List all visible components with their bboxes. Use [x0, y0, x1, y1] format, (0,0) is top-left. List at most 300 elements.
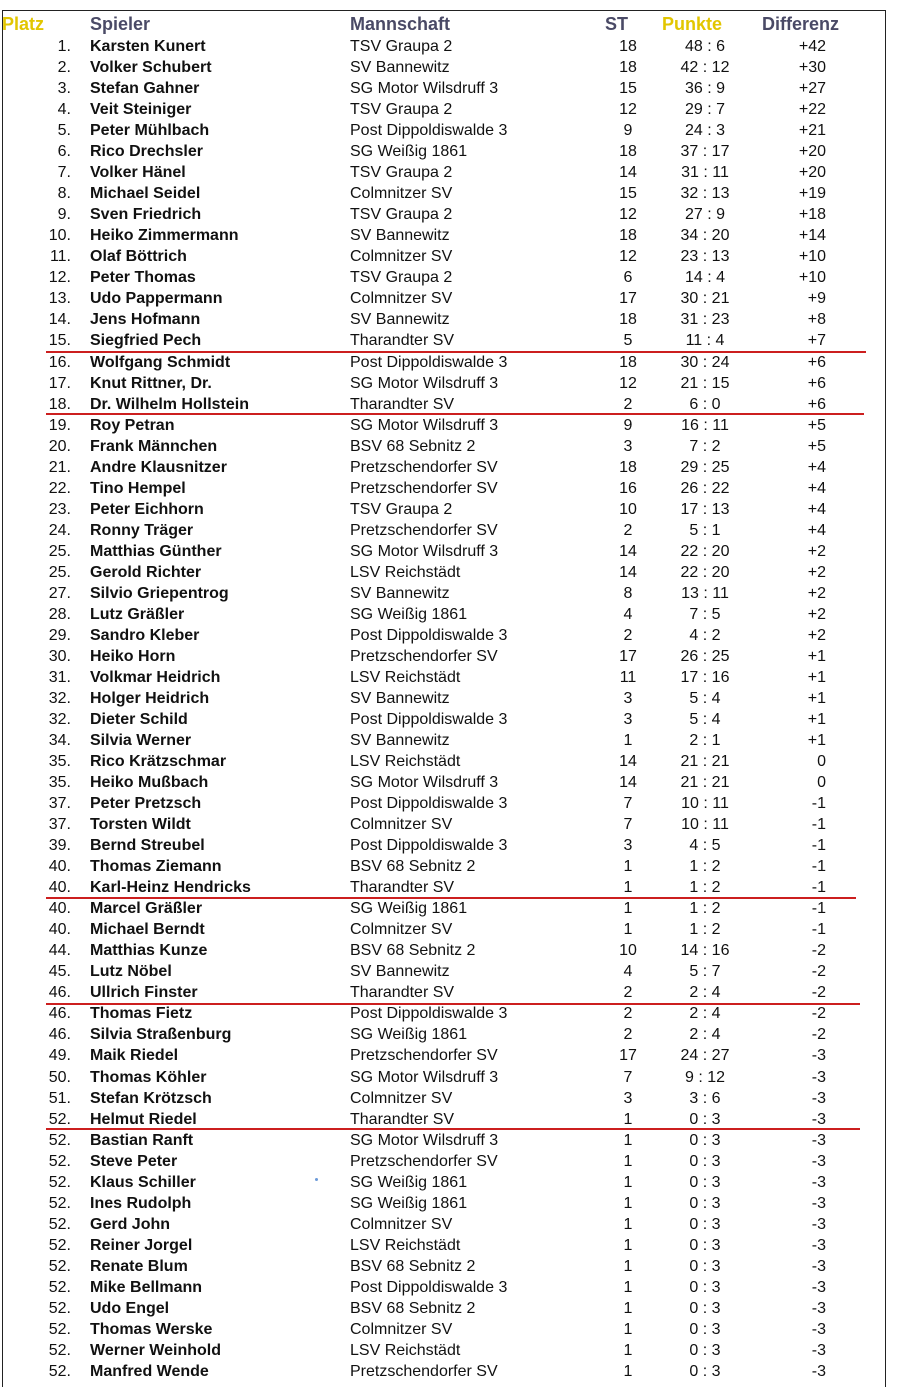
- point-difference: +14: [798, 227, 826, 245]
- point-difference: 0: [817, 753, 826, 770]
- games-played: 6: [623, 269, 633, 287]
- point-difference: -1: [811, 879, 826, 897]
- point-difference: +8: [807, 311, 826, 329]
- rank-cell: 25.: [48, 542, 71, 560]
- table-row: [0, 78, 900, 99]
- points-score: 2 : 4: [689, 1026, 721, 1044]
- table-row: [0, 436, 900, 457]
- player-name: Veit Steiniger: [90, 101, 192, 119]
- point-difference: -3: [811, 1278, 826, 1296]
- point-difference: +4: [807, 500, 826, 518]
- team-name: Pretzschendorfer SV: [350, 1152, 498, 1170]
- player-name: Peter Thomas: [90, 269, 196, 287]
- points-score: 27 : 9: [684, 206, 726, 224]
- team-name: Colmnitzer SV: [350, 185, 453, 203]
- player-name: Thomas Werske: [90, 1320, 213, 1338]
- team-name: SG Motor Wilsdruff 3: [350, 416, 499, 434]
- table-row: [0, 856, 900, 877]
- player-name: Peter Pretzsch: [90, 795, 202, 813]
- point-difference: -2: [811, 1026, 826, 1044]
- rank-cell: 52.: [48, 1110, 71, 1128]
- team-name: Pretzschendorfer SV: [350, 1047, 498, 1065]
- games-played: 5: [623, 332, 633, 350]
- table-row: [0, 793, 900, 814]
- point-difference: +20: [798, 143, 826, 161]
- separator-line: [46, 1003, 860, 1005]
- player-name: Stefan Krötzsch: [90, 1089, 212, 1107]
- games-played: 15: [619, 80, 637, 98]
- team-name: Colmnitzer SV: [350, 816, 453, 834]
- point-difference: +6: [807, 374, 826, 392]
- points-score: 11 : 4: [685, 332, 725, 350]
- games-played: 1: [623, 732, 633, 749]
- team-name: Colmnitzer SV: [350, 1089, 453, 1107]
- point-difference: -3: [811, 1341, 826, 1359]
- player-name: Rico Krätzschmar: [90, 753, 227, 770]
- rank-cell: 52.: [48, 1215, 71, 1233]
- rank-cell: 52.: [48, 1194, 71, 1212]
- point-difference: 0: [817, 774, 826, 792]
- games-played: 1: [623, 900, 633, 918]
- games-played: 15: [619, 185, 637, 203]
- rank-cell: 52.: [48, 1152, 71, 1170]
- points-score: 14 : 16: [680, 942, 730, 960]
- header-rank: Platz: [2, 14, 45, 34]
- table-row: [0, 1298, 900, 1319]
- rank-cell: 11.: [49, 248, 71, 266]
- table-row: [0, 352, 900, 373]
- point-difference: -3: [811, 1089, 826, 1107]
- player-name: Udo Pappermann: [90, 290, 223, 308]
- rank-cell: 6.: [57, 143, 71, 161]
- games-played: 2: [623, 395, 633, 413]
- points-score: 32 : 13: [680, 185, 730, 203]
- player-name: Volker Hänel: [90, 164, 186, 182]
- player-name: Dr. Wilhelm Hollstein: [90, 395, 249, 413]
- player-name: Helmut Riedel: [90, 1110, 197, 1128]
- games-played: 14: [619, 774, 637, 792]
- rank-cell: 52.: [48, 1257, 71, 1275]
- points-score: 29 : 25: [680, 458, 730, 476]
- table-row: [0, 667, 900, 688]
- team-name: SG Motor Wilsdruff 3: [350, 80, 499, 98]
- team-name: BSV 68 Sebnitz 2: [350, 437, 476, 455]
- table-row: [0, 1045, 900, 1066]
- team-name: SV Bannewitz: [350, 963, 450, 981]
- rank-cell: 49.: [48, 1047, 71, 1065]
- table-row: [0, 646, 900, 667]
- point-difference: +4: [807, 521, 826, 539]
- table-row: [0, 604, 900, 625]
- table-row: [0, 1340, 900, 1361]
- team-name: TSV Graupa 2: [350, 164, 453, 182]
- table-row: [0, 835, 900, 856]
- points-score: 26 : 25: [680, 647, 730, 665]
- player-name: Silvia Straßenburg: [90, 1026, 232, 1044]
- points-score: 0 : 3: [689, 1257, 721, 1275]
- points-score: 21 : 15: [680, 374, 730, 392]
- point-difference: -1: [811, 816, 826, 834]
- team-name: Tharandter SV: [350, 879, 455, 897]
- table-row: [0, 562, 900, 583]
- player-name: Maik Riedel: [90, 1047, 179, 1065]
- rank-cell: 21.: [48, 458, 71, 476]
- player-name: Marcel Gräßler: [90, 900, 203, 918]
- team-name: Post Dippoldiswalde 3: [350, 626, 508, 644]
- table-row: [0, 394, 900, 415]
- team-name: SV Bannewitz: [350, 311, 450, 329]
- player-name: Bastian Ranft: [90, 1131, 194, 1149]
- rank-cell: 2.: [57, 59, 71, 76]
- player-name: Silvio Griepentrog: [90, 584, 229, 602]
- point-difference: +2: [807, 605, 826, 623]
- games-played: 3: [623, 689, 633, 707]
- games-played: 1: [623, 879, 633, 897]
- games-played: 14: [619, 542, 637, 560]
- rank-cell: 10.: [48, 227, 71, 245]
- team-name: LSV Reichstädt: [350, 563, 461, 581]
- games-played: 18: [619, 143, 637, 161]
- player-name: Olaf Böttrich: [90, 248, 187, 266]
- points-score: 24 : 3: [684, 122, 726, 140]
- player-name: Volkmar Heidrich: [90, 668, 221, 686]
- team-name: LSV Reichstädt: [350, 753, 461, 770]
- rank-cell: 19.: [48, 416, 71, 434]
- games-played: 1: [623, 1320, 633, 1338]
- table-row: [0, 1109, 900, 1130]
- rank-cell: 16.: [48, 353, 71, 371]
- points-score: 13 : 11: [681, 584, 729, 602]
- rank-cell: 40.: [48, 900, 71, 918]
- rank-cell: 1.: [57, 38, 71, 55]
- rank-cell: 25.: [48, 563, 71, 581]
- table-row: [0, 688, 900, 709]
- points-score: 2 : 1: [689, 732, 721, 749]
- points-score: 0 : 3: [689, 1131, 721, 1149]
- team-name: Colmnitzer SV: [350, 921, 453, 939]
- points-score: 21 : 21: [680, 774, 730, 792]
- points-score: 36 : 9: [684, 80, 726, 98]
- points-score: 1 : 2: [689, 879, 721, 897]
- team-name: LSV Reichstädt: [350, 1236, 461, 1254]
- games-played: 18: [619, 311, 637, 329]
- rank-cell: 46.: [48, 1005, 71, 1023]
- player-name: Stefan Gahner: [90, 80, 200, 98]
- team-name: Post Dippoldiswalde 3: [350, 1005, 508, 1023]
- table-row: [0, 1003, 900, 1024]
- header-team: Mannschaft: [350, 14, 451, 34]
- team-name: TSV Graupa 2: [350, 101, 453, 119]
- points-score: 23 : 13: [680, 248, 730, 266]
- player-name: Ines Rudolph: [90, 1194, 192, 1212]
- point-difference: +10: [798, 248, 826, 266]
- player-name: Holger Heidrich: [90, 689, 210, 707]
- points-score: 7 : 2: [689, 437, 721, 455]
- point-difference: +5: [807, 437, 826, 455]
- point-difference: -2: [811, 963, 826, 981]
- games-played: 10: [619, 500, 637, 518]
- points-score: 0 : 3: [689, 1173, 721, 1191]
- rank-cell: 32.: [48, 711, 71, 728]
- point-difference: +20: [798, 164, 826, 182]
- player-name: Frank Männchen: [90, 437, 218, 455]
- player-name: Andre Klausnitzer: [90, 458, 227, 476]
- table-row: [0, 625, 900, 646]
- team-name: Post Dippoldiswalde 3: [350, 353, 508, 371]
- table-row: [0, 183, 900, 204]
- player-name: Sven Friedrich: [90, 206, 202, 224]
- table-row: [0, 772, 900, 793]
- points-score: 10 : 11: [681, 795, 729, 813]
- point-difference: -2: [811, 942, 826, 960]
- rank-cell: 46.: [48, 984, 71, 1002]
- rank-cell: 52.: [48, 1341, 71, 1359]
- rank-cell: 7.: [57, 164, 71, 182]
- point-difference: +27: [798, 80, 826, 98]
- team-name: SV Bannewitz: [350, 59, 450, 76]
- games-played: 2: [623, 984, 633, 1002]
- player-name: Renate Blum: [90, 1257, 188, 1275]
- games-played: 2: [623, 521, 633, 539]
- points-score: 5 : 1: [689, 521, 721, 539]
- table-row: [0, 162, 900, 183]
- team-name: BSV 68 Sebnitz 2: [350, 858, 476, 876]
- points-score: 1 : 2: [689, 858, 721, 876]
- table-row: [0, 919, 900, 940]
- team-name: SG Motor Wilsdruff 3: [350, 1131, 499, 1149]
- points-score: 5 : 4: [689, 689, 721, 707]
- player-name: Wolfgang Schmidt: [90, 353, 231, 371]
- table-row: [0, 267, 900, 288]
- player-name: Karl-Heinz Hendricks: [90, 879, 251, 897]
- points-score: 5 : 4: [689, 711, 721, 728]
- rank-cell: 15.: [48, 332, 71, 350]
- header-player: Spieler: [90, 14, 151, 34]
- table-row: [0, 36, 900, 57]
- points-score: 2 : 4: [689, 1005, 721, 1023]
- header-games: ST: [605, 14, 629, 34]
- games-played: 18: [619, 59, 637, 76]
- rank-cell: 52.: [48, 1278, 71, 1296]
- player-name: Michael Seidel: [90, 185, 201, 203]
- team-name: SG Weißig 1861: [350, 1173, 468, 1191]
- rank-cell: 45.: [48, 963, 71, 981]
- table-row: [0, 373, 900, 394]
- games-played: 1: [623, 1152, 633, 1170]
- player-name: Udo Engel: [90, 1299, 170, 1317]
- player-name: Thomas Ziemann: [90, 858, 222, 876]
- points-score: 14 : 4: [684, 269, 726, 287]
- table-row: [0, 415, 900, 436]
- point-difference: -1: [811, 921, 826, 939]
- table-row: [0, 120, 900, 141]
- team-name: SG Motor Wilsdruff 3: [350, 1068, 499, 1086]
- player-name: Jens Hofmann: [90, 311, 201, 329]
- games-played: 18: [619, 38, 637, 55]
- team-name: SG Weißig 1861: [350, 143, 468, 161]
- team-name: LSV Reichstädt: [350, 1341, 461, 1359]
- player-name: Heiko Horn: [90, 647, 176, 665]
- point-difference: -2: [811, 1005, 826, 1023]
- points-score: 0 : 3: [689, 1278, 721, 1296]
- player-name: Gerd John: [90, 1215, 171, 1233]
- games-played: 1: [623, 921, 633, 939]
- points-score: 16 : 11: [681, 416, 729, 434]
- table-row: [0, 288, 900, 309]
- point-difference: +30: [798, 59, 826, 76]
- points-score: 22 : 20: [680, 563, 730, 581]
- games-played: 2: [623, 626, 633, 644]
- points-score: 21 : 21: [680, 753, 730, 770]
- point-difference: +42: [798, 38, 826, 55]
- rank-cell: 35.: [48, 774, 71, 792]
- team-name: LSV Reichstädt: [350, 668, 461, 686]
- team-name: SG Motor Wilsdruff 3: [350, 542, 499, 560]
- rank-cell: 30.: [48, 647, 71, 665]
- rank-cell: 24.: [48, 521, 71, 539]
- point-difference: +21: [798, 122, 826, 140]
- point-difference: -2: [811, 984, 826, 1002]
- point-difference: +6: [807, 353, 826, 371]
- point-difference: +4: [807, 458, 826, 476]
- points-score: 1 : 2: [689, 921, 721, 939]
- rank-cell: 40.: [48, 858, 71, 876]
- table-row: [0, 1172, 900, 1193]
- team-name: Colmnitzer SV: [350, 1215, 453, 1233]
- point-difference: -1: [811, 858, 826, 876]
- points-score: 0 : 3: [689, 1320, 721, 1338]
- player-name: Matthias Günther: [90, 542, 222, 560]
- rank-cell: 52.: [48, 1320, 71, 1338]
- point-difference: -3: [811, 1173, 826, 1191]
- separator-line: [46, 897, 856, 899]
- table-row: [0, 99, 900, 120]
- team-name: Tharandter SV: [350, 1110, 455, 1128]
- games-played: 9: [623, 122, 633, 140]
- player-name: Thomas Köhler: [90, 1068, 207, 1086]
- points-score: 22 : 20: [680, 542, 730, 560]
- rank-cell: 13.: [48, 290, 71, 308]
- team-name: SG Weißig 1861: [350, 605, 468, 623]
- player-name: Heiko Mußbach: [90, 774, 209, 792]
- team-name: Tharandter SV: [350, 395, 455, 413]
- rank-cell: 52.: [48, 1236, 71, 1254]
- games-played: 14: [619, 753, 637, 770]
- games-played: 11: [619, 668, 637, 686]
- point-difference: -3: [811, 1236, 826, 1254]
- table-row: [0, 961, 900, 982]
- team-name: TSV Graupa 2: [350, 38, 453, 55]
- point-difference: -3: [811, 1215, 826, 1233]
- point-difference: -3: [811, 1299, 826, 1317]
- games-played: 17: [619, 647, 637, 665]
- point-difference: +1: [807, 668, 826, 686]
- points-score: 0 : 3: [689, 1194, 721, 1212]
- team-name: SV Bannewitz: [350, 689, 450, 707]
- table-row: [0, 457, 900, 478]
- rank-cell: 52.: [48, 1173, 71, 1191]
- player-name: Ronny Träger: [90, 521, 194, 539]
- points-score: 0 : 3: [689, 1362, 721, 1380]
- rank-cell: 22.: [48, 479, 71, 497]
- player-name: Sandro Kleber: [90, 626, 200, 644]
- player-name: Manfred Wende: [90, 1362, 209, 1380]
- games-played: 18: [619, 458, 637, 476]
- points-score: 24 : 27: [680, 1047, 730, 1065]
- points-score: 6 : 0: [689, 395, 721, 413]
- point-difference: +4: [807, 479, 826, 497]
- team-name: Colmnitzer SV: [350, 290, 453, 308]
- games-played: 14: [619, 164, 637, 182]
- player-name: Peter Mühlbach: [90, 122, 210, 140]
- rank-cell: 3.: [57, 80, 71, 98]
- games-played: 17: [619, 290, 637, 308]
- point-difference: +7: [807, 332, 826, 350]
- team-name: SV Bannewitz: [350, 584, 450, 602]
- player-name: Werner Weinhold: [90, 1341, 221, 1359]
- games-played: 1: [623, 1341, 633, 1359]
- team-name: Post Dippoldiswalde 3: [350, 1278, 508, 1296]
- table-row: [0, 1193, 900, 1214]
- player-name: Lutz Nöbel: [90, 963, 172, 981]
- point-difference: +2: [807, 563, 826, 581]
- team-name: Post Dippoldiswalde 3: [350, 122, 508, 140]
- header-diff: Differenz: [762, 14, 840, 34]
- team-name: Colmnitzer SV: [350, 248, 453, 266]
- points-score: 17 : 16: [680, 668, 730, 686]
- rank-cell: 34.: [48, 732, 71, 749]
- table-row: [0, 520, 900, 541]
- header-points: Punkte: [662, 14, 723, 34]
- point-difference: +10: [798, 269, 826, 287]
- team-name: Pretzschendorfer SV: [350, 521, 498, 539]
- point-difference: -3: [811, 1068, 826, 1086]
- games-played: 7: [623, 1068, 633, 1086]
- points-score: 31 : 23: [680, 311, 730, 329]
- points-score: 26 : 22: [680, 479, 730, 497]
- rank-cell: 4.: [57, 101, 71, 119]
- player-name: Steve Peter: [90, 1152, 178, 1170]
- player-name: Torsten Wildt: [90, 816, 191, 834]
- table-row: [0, 730, 900, 751]
- team-name: SG Weißig 1861: [350, 1026, 468, 1044]
- table-row: [0, 940, 900, 961]
- games-played: 1: [623, 1131, 633, 1149]
- games-played: 18: [619, 227, 637, 245]
- rank-cell: 9.: [57, 206, 71, 224]
- table-row: [0, 499, 900, 520]
- table-row: [0, 982, 900, 1003]
- team-name: BSV 68 Sebnitz 2: [350, 1257, 476, 1275]
- points-score: 0 : 3: [689, 1152, 721, 1170]
- player-name: Siegfried Pech: [90, 332, 202, 350]
- separator-line: [46, 1128, 860, 1130]
- point-difference: -3: [811, 1047, 826, 1065]
- point-difference: +19: [798, 185, 826, 203]
- games-played: 1: [623, 1194, 633, 1212]
- points-score: 31 : 11: [681, 164, 729, 182]
- point-difference: +18: [798, 206, 826, 224]
- table-row: [0, 1235, 900, 1256]
- separator-line: [46, 413, 864, 415]
- team-name: SV Bannewitz: [350, 732, 450, 749]
- rank-cell: 46.: [48, 1026, 71, 1044]
- games-played: 1: [623, 858, 633, 876]
- player-name: Michael Berndt: [90, 921, 205, 939]
- point-difference: +1: [807, 732, 826, 749]
- point-difference: +1: [807, 711, 826, 728]
- table-row: [0, 141, 900, 162]
